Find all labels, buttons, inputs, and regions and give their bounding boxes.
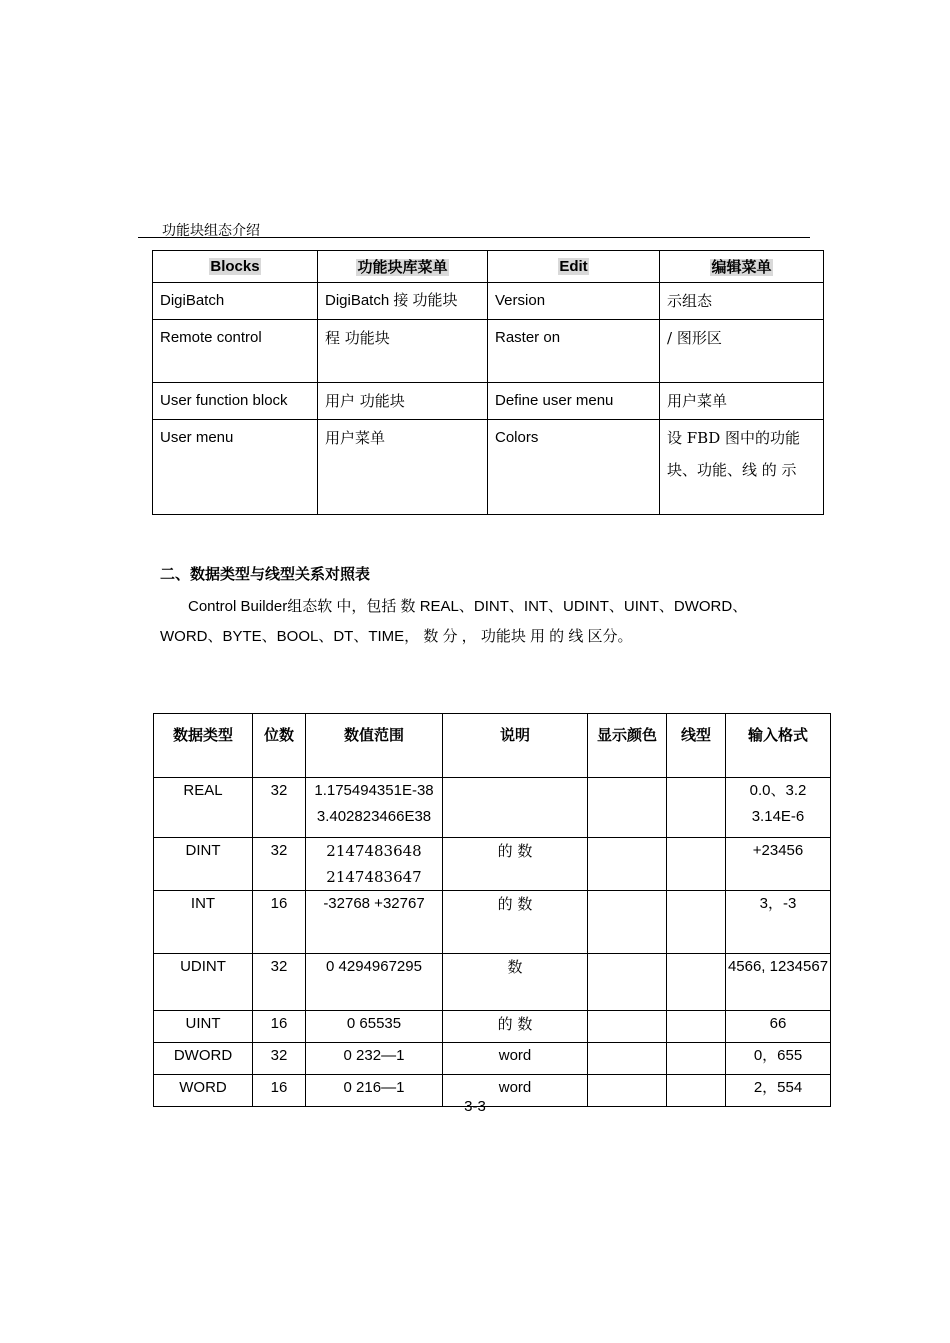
table-cell: 用户菜单: [660, 383, 824, 420]
table-cell: WORD: [154, 1075, 253, 1107]
table-cell: 32: [253, 1043, 306, 1075]
table-cell: Version: [488, 283, 660, 320]
table-cell: [667, 1043, 726, 1075]
table-row: [153, 383, 824, 420]
table-cell: 66: [726, 1011, 831, 1043]
table-cell: 设 FBD 图中的功能块、功能、线 的 示: [660, 420, 824, 515]
table-cell: 0，655: [726, 1043, 831, 1075]
table-row: [154, 891, 831, 954]
column-header: 位数: [253, 714, 306, 778]
table-cell: / 图形区: [660, 320, 824, 383]
paragraph-text: Control Builder组态软 中，包括 数 REAL、DINT、INT、UDINT、UINT、DWORD、WORD、BYTE、BOOL、DT、TIME， 数 分 ， 功能块 用 的 线 区分。: [160, 598, 748, 645]
table-cell: REAL: [154, 778, 253, 838]
table-cell: DigiBatch: [153, 283, 318, 320]
section-heading: 二、数据类型与线型关系对照表: [160, 565, 371, 583]
table-cell: [667, 891, 726, 954]
table-cell: [588, 954, 667, 1011]
page-number: 3-3: [464, 1098, 486, 1115]
table-cell: [588, 778, 667, 838]
table-cell: [667, 954, 726, 1011]
table-cell: 程 功能块: [318, 320, 488, 383]
table-cell: 1.175494351E-38 3.402823466E38: [306, 778, 443, 838]
column-header: 功能块库菜单: [318, 251, 488, 283]
column-header: 输入格式: [726, 714, 831, 778]
table-cell: 0 65535: [306, 1011, 443, 1043]
table-cell: DigiBatch 接 功能块: [318, 283, 488, 320]
table-cell: Colors: [488, 420, 660, 515]
table-cell: 3，-3: [726, 891, 831, 954]
table-cell: Define user menu: [488, 383, 660, 420]
table-row: [154, 838, 831, 891]
table-cell: 16: [253, 1011, 306, 1043]
table-cell: User menu: [153, 420, 318, 515]
table-cell: -32768 +32767: [306, 891, 443, 954]
table-cell: [443, 778, 588, 838]
column-header: 编辑菜单: [660, 251, 824, 283]
table-cell: 的 数: [443, 891, 588, 954]
table-cell: 数: [443, 954, 588, 1011]
table-cell: [667, 1011, 726, 1043]
column-header: 线型: [667, 714, 726, 778]
page-header-title: 功能块组态介绍: [162, 223, 260, 239]
table-header-row: [153, 251, 824, 283]
table-cell: UDINT: [154, 954, 253, 1011]
table-cell: 示组态: [660, 283, 824, 320]
table-cell: [588, 891, 667, 954]
table-cell: [667, 838, 726, 891]
table-row: [153, 320, 824, 383]
table-cell: 的 数: [443, 1011, 588, 1043]
column-header: Blocks: [153, 251, 318, 283]
table-cell: [588, 1011, 667, 1043]
section-paragraph: [160, 592, 800, 652]
table-row: [154, 1043, 831, 1075]
table-cell: 16: [253, 1075, 306, 1107]
column-header: 数值范围: [306, 714, 443, 778]
table-cell: 0 4294967295: [306, 954, 443, 1011]
table-row: [153, 420, 824, 515]
table-cell: 0 232—1: [306, 1043, 443, 1075]
column-header: 说明: [443, 714, 588, 778]
table-cell: 2，554: [726, 1075, 831, 1107]
table-cell: 16: [253, 891, 306, 954]
header-rule: [138, 237, 810, 238]
table-cell: 0 216—1: [306, 1075, 443, 1107]
table-cell: 4566, 1234567: [726, 954, 831, 1011]
table-row: [153, 283, 824, 320]
table-cell: User function block: [153, 383, 318, 420]
table-cell: [588, 1043, 667, 1075]
table-cell: Remote control: [153, 320, 318, 383]
table-cell: 2147483648 2147483647: [306, 838, 443, 891]
table-cell: 32: [253, 838, 306, 891]
table-cell: INT: [154, 891, 253, 954]
table-row: [154, 1011, 831, 1043]
table-row: [154, 954, 831, 1011]
table-cell: 0.0、3.2 3.14E-6: [726, 778, 831, 838]
table-cell: word: [443, 1075, 588, 1107]
blocks-edit-menu-table: [152, 250, 824, 515]
table-cell: 32: [253, 954, 306, 1011]
table-cell: 32: [253, 778, 306, 838]
column-header: 显示颜色: [588, 714, 667, 778]
table-cell: word: [443, 1043, 588, 1075]
table-row: [154, 778, 831, 838]
column-header: Edit: [488, 251, 660, 283]
table-cell: Raster on: [488, 320, 660, 383]
table-cell: DWORD: [154, 1043, 253, 1075]
table-cell: +23456: [726, 838, 831, 891]
column-header: 数据类型: [154, 714, 253, 778]
table-cell: [667, 778, 726, 838]
table-cell: 的 数: [443, 838, 588, 891]
table-cell: 用户菜单: [318, 420, 488, 515]
table-cell: UINT: [154, 1011, 253, 1043]
table-header-row: [154, 714, 831, 778]
table-cell: 用户 功能块: [318, 383, 488, 420]
data-type-table: [153, 713, 831, 1107]
table-cell: DINT: [154, 838, 253, 891]
table-cell: [588, 838, 667, 891]
